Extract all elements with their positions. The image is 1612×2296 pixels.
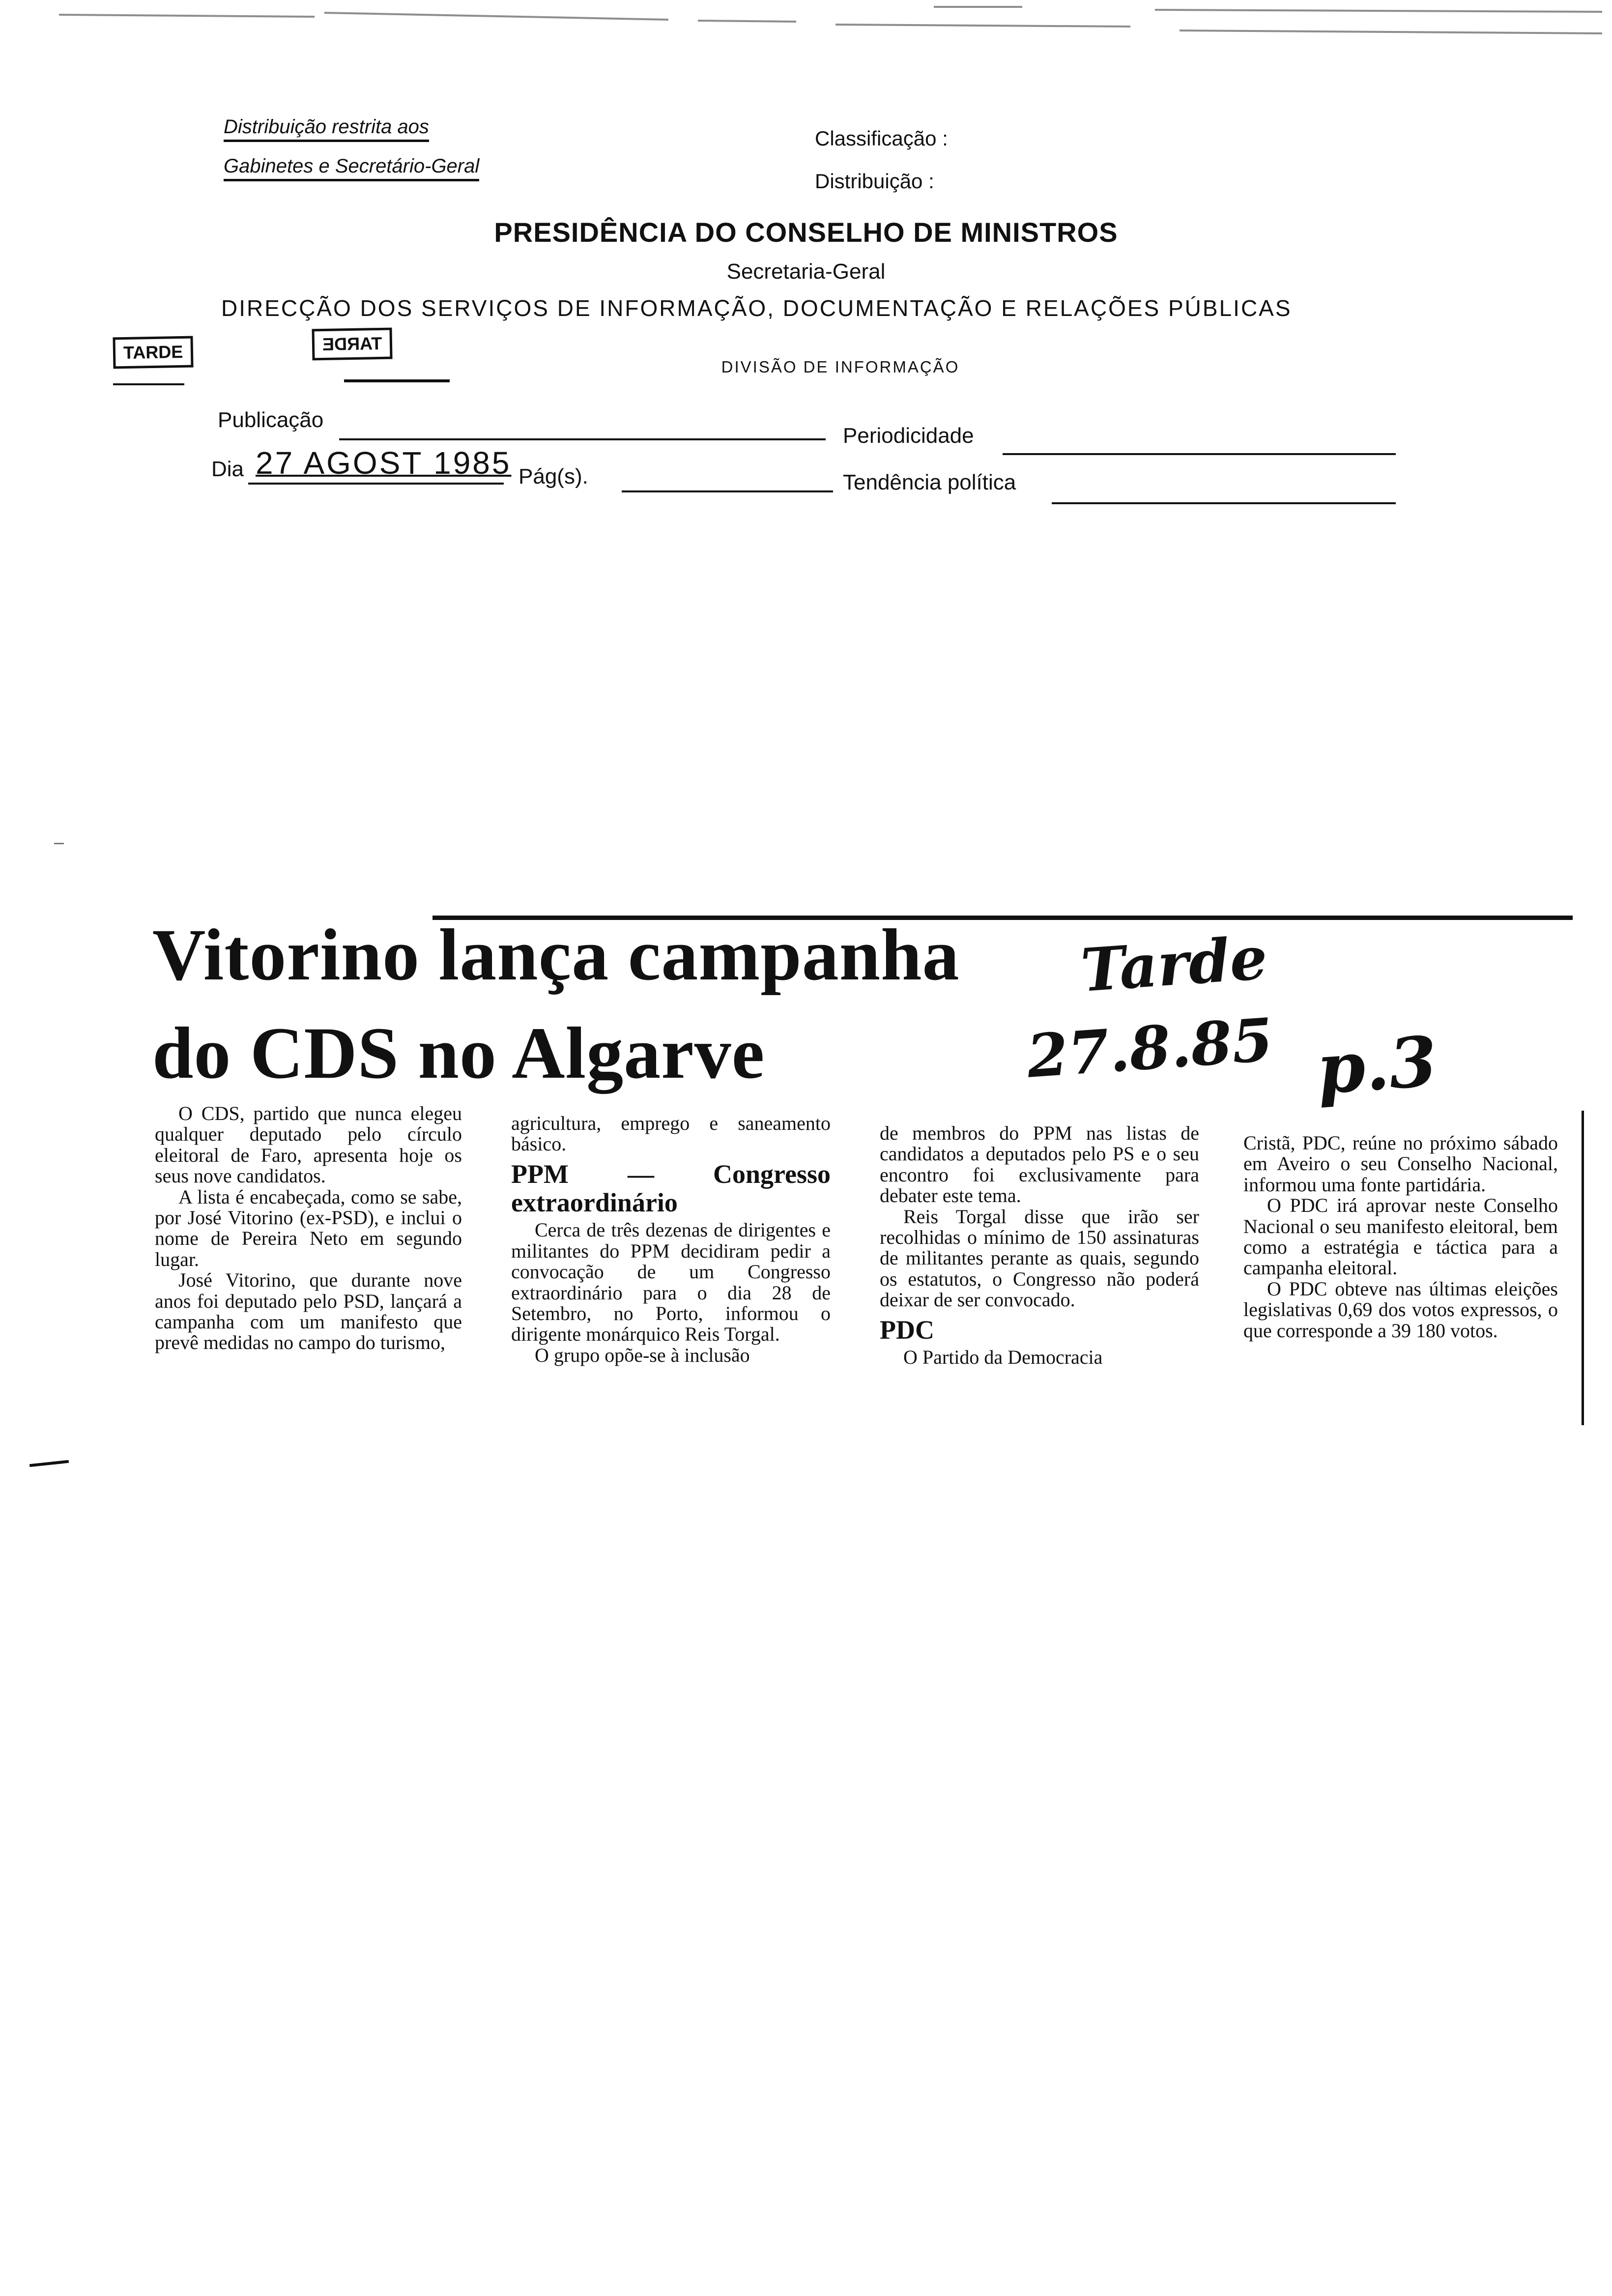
paragraph: Cerca de três dezenas de dirigentes e militantes do PPM decidiram pedir a convocação de um Congresso extraordinário para o dia 28 de Setembro, no Porto, informou o dirigente monárquico Reis Torgal.: [511, 1219, 831, 1346]
restricted-distribution-line1: Distribuição restrita aos: [224, 117, 538, 142]
article-column-1: [155, 1103, 462, 1353]
paragraph: O PDC irá aprovar neste Conselho Nacional o seu manifesto eleitoral, bem como a estratégia e táctica para a campanha eleitoral.: [1243, 1194, 1558, 1279]
stamp-tarde: TARDE: [113, 336, 193, 369]
paragraph: O Partido da Democracia: [903, 1346, 1103, 1368]
divisao-informacao: DIVISÃO DE INFORMAÇÃO: [721, 358, 960, 376]
dia-line: [248, 483, 504, 485]
subheading-pdc: PDC: [880, 1315, 934, 1345]
stamp-tarde-mirrored: TARDE: [312, 328, 392, 361]
stamp-underline: [113, 383, 184, 385]
paragraph: Cristã, PDC, reúne no próximo sábado em Aveiro o seu Conselho Nacional, informou uma fonte partidária.: [1243, 1132, 1558, 1196]
periodicidade-label: Periodicidade: [843, 424, 974, 448]
periodicidade-line: [1003, 453, 1396, 455]
paragraph: O grupo opõe-se à inclusão: [535, 1344, 750, 1366]
distribuicao-label: Distribuição :: [815, 170, 934, 193]
stamp-underline: [344, 379, 450, 382]
tendencia-line: [1052, 502, 1396, 504]
handwritten-page: p.3: [1314, 1021, 1440, 1110]
paragraph: de membros do PPM nas listas de candidatos a deputados pelo PS e o seu encontro foi exclusivamente para debater este tema.: [880, 1122, 1199, 1207]
paragraph: A lista é encabeçada, como se sabe, por José Vitorino (ex-PSD), e inclui o nome de Pereira Neto em segundo lugar.: [155, 1185, 462, 1270]
paragraph: O PDC obteve nas últimas eleições legislativas 0,69 dos votos expressos, o que corresponde a 39 180 votos.: [1243, 1277, 1558, 1342]
article-column-2: [511, 1113, 831, 1366]
headline-line1: Vitorino lança campanha: [152, 914, 960, 996]
scan-mark: [29, 1460, 69, 1467]
presidencia-title: PRESIDÊNCIA DO CONSELHO DE MINISTROS: [494, 217, 1118, 248]
paragraph: agricultura, emprego e saneamento básico.: [511, 1112, 831, 1155]
secretaria-geral: Secretaria-Geral: [726, 259, 886, 284]
tendencia-label: Tendência política: [843, 470, 1016, 494]
publicacao-line: [339, 438, 826, 440]
scan-mark: [54, 843, 64, 844]
article-right-border: [1582, 1111, 1584, 1425]
dia-label: Dia: [211, 457, 244, 481]
scan-noise: [0, 0, 1612, 34]
dia-value: 27 AGOST 1985: [256, 445, 512, 481]
pags-label: Pág(s).: [518, 464, 588, 488]
handwritten-source: Tarde: [1079, 923, 1270, 1005]
paragraph: O CDS, partido que nunca elegeu qualquer deputado pelo círculo eleitoral de Faro, apresenta hoje os seus nove candidatos.: [155, 1102, 462, 1187]
direccao-servicos: DIRECÇÃO DOS SERVIÇOS DE INFORMAÇÃO, DOCUMENTAÇÃO E RELAÇÕES PÚBLICAS: [221, 295, 1292, 321]
article-column-3: [880, 1123, 1199, 1368]
paragraph: Reis Torgal disse que irão ser recolhidas o mínimo de 150 assinaturas de militantes perante as quais, segundo os estatutos, o Congresso não poderá deixar de ser convocado.: [880, 1205, 1199, 1311]
pags-line: [622, 490, 833, 492]
article-column-4: [1243, 1133, 1558, 1341]
handwritten-date: 27.8.85: [1025, 1005, 1275, 1091]
classificacao-label: Classificação :: [815, 127, 948, 150]
subheading-ppm: PPM — Congresso extraordinário: [511, 1159, 831, 1218]
publicacao-label: Publicação: [218, 408, 324, 432]
restricted-distribution-line2: Gabinetes e Secretário-Geral: [224, 156, 538, 181]
headline-line2: do CDS no Algarve: [152, 1012, 765, 1094]
paragraph: José Vitorino, que durante nove anos foi deputado pelo PSD, lançará a campanha com um manifesto que prevê medidas no campo do turismo,: [155, 1269, 462, 1354]
